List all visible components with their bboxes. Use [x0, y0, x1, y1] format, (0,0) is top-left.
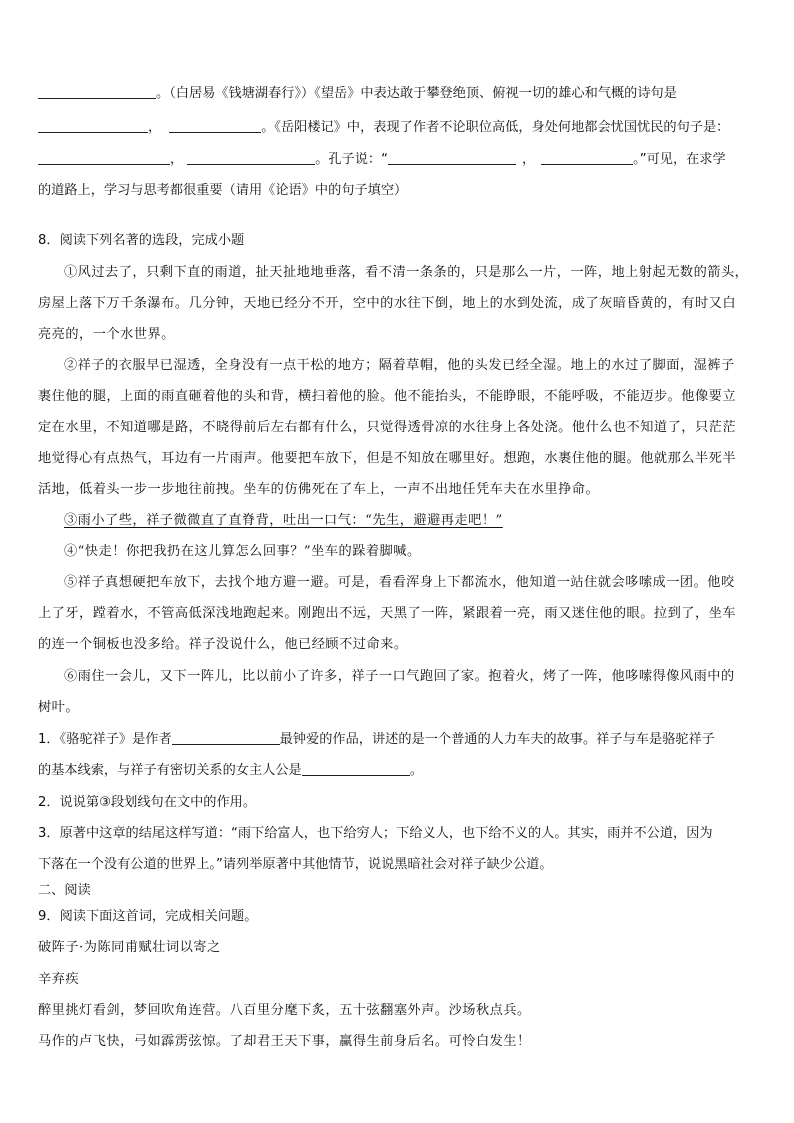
fill-text: 。（白居易《钱塘湖春行》）《望岳》中表达敢于攀登绝顶、俯视一切的雄心和气概的诗句是 [156, 86, 677, 101]
passage-line: 的连一个铜板也没多给。祥子没说什么，他已经顾不过命来。 [38, 637, 408, 652]
subquestion-2: 2．说说第③段划线句在文中的作用。 [38, 795, 257, 810]
section-heading: 二、阅读 [38, 883, 91, 898]
poem-line: 马作的卢飞快，弓如霹雳弦惊。了却君王天下事，赢得生前身后名。可怜白发生！ [38, 1034, 531, 1049]
passage-line: ⑥雨住一会儿，又下一阵儿，比以前小了许多，祥子一口气跑回了家。抱着火，烤了一阵，他哆嗦得像风雨中的 [64, 669, 735, 684]
passage-line: 房屋上落下万千条瀑布。几分钟，天地已经分不开，空中的水往下倒，地上的水到处流，成了灰暗昏黄的，有时又白 [38, 296, 737, 311]
passage-line: ⑤祥子真想硬把车放下，去找个地方避一避。可是，看看浑身上下都流水，他知道一站住就会哆嗦成一团。他咬 [64, 575, 735, 590]
underlined-sentence: ③雨小了些，祥子微微直了直脊背，吐出一口气：“先生，避避再走吧！” [64, 513, 503, 528]
passage-line: 亮亮的，一个水世界。 [38, 327, 175, 342]
passage-line: 裹住他的腿，上面的雨直砸着他的头和背，横扫着他的脸。他不能抬头，不能睁眼，不能呼吸，不能迈步。他像要立 [38, 389, 737, 404]
fill-line-3: ， 。孔子说：“ ， 。”可见，在求学 [38, 148, 726, 167]
q8-title: 8．阅读下列名著的选段，完成小题 [38, 233, 245, 248]
subquestion-3-cont: 下落在一个没有公道的世界上。”请列举原著中其他情节，说说黑暗社会对祥子缺少公道。 [38, 857, 553, 872]
answer-blank[interactable] [38, 163, 170, 165]
q9-title: 9．阅读下面这首词，完成相关问题。 [38, 909, 258, 924]
answer-blank[interactable] [169, 131, 261, 133]
poem-title: 破阵子·为陈同甫赋壮词以寄之 [38, 940, 221, 955]
subquestion-1-cont: 的基本线索，与祥子有密切关系的女主人公是 。 [38, 763, 423, 778]
answer-blank[interactable] [172, 743, 280, 745]
fill-line-4: 的道路上，学习与思考都很重要（请用《论语》中的句子填空） [38, 183, 408, 198]
answer-blank[interactable] [38, 97, 156, 99]
passage-line: ②祥子的衣服早已湿透，全身没有一点干松的地方；隔着草帽，他的头发已经全湿。地上的水过了脚面，湿裤子 [64, 358, 735, 373]
poem-line: 醉里挑灯看剑，梦回吹角连营。八百里分麾下炙，五十弦翻塞外声。沙场秋点兵。 [38, 1003, 531, 1018]
answer-blank[interactable] [388, 163, 516, 165]
answer-blank[interactable] [38, 131, 148, 133]
fill-line-1 [38, 82, 677, 101]
answer-blank[interactable] [187, 163, 315, 165]
answer-blank[interactable] [302, 774, 410, 776]
fill-text: 。”可见，在求学 [633, 152, 726, 167]
passage-line: 地觉得心有点热气，耳边有一片雨声。他要把车放下，但是不知放在哪里好。想跑，水裹住他的腿。他就那么半死半 [38, 451, 737, 466]
passage-line: 活地，低着头一步一步地往前拽。坐车的仿佛死在了车上，一声不出地任凭车夫在水里挣命。 [38, 482, 600, 497]
answer-blank[interactable] [541, 163, 633, 165]
passage-line: ④“快走！你把我扔在这儿算怎么回事？”坐车的跺着脚喊。 [64, 544, 421, 559]
fill-text: 。孔子说：“ [315, 152, 388, 167]
passage-line: 树叶。 [38, 700, 80, 715]
passage-line: 定在水里，不知道哪是路，不晓得前后左右都有什么，只觉得透骨凉的水往身上各处浇。他什么也不知道了，只茫茫 [38, 420, 737, 435]
subquestion-3: 3．原著中这章的结尾这样写道：“雨下给富人，也下给穷人；下给义人，也下给不义的人。其实，雨并不公道，因为 [38, 826, 713, 841]
subquestion-1: 1．《骆驼祥子》是作者 最钟爱的作品，讲述的是一个普通的人力车夫的故事。祥子与车是骆驼祥子 [38, 732, 715, 747]
passage-line: 上了牙，蹚着水，不管高低深浅地跑起来。刚跑出不远，天黑了一阵，紧跟着一亮，雨又迷住他的眼。拉到了，坐车 [38, 606, 737, 621]
fill-text: 。《岳阳楼记》中，表现了作者不论职位高低，身处何地都会忧国忧民的句子是： [261, 120, 730, 135]
poem-author: 辛弃疾 [38, 972, 80, 987]
passage-line: ①风过去了，只剩下直的雨道，扯天扯地地垂落，看不清一条条的，只是那么一片，一阵，地上射起无数的箭头， [64, 265, 749, 280]
fill-line-2: ， 。《岳阳楼记》中，表现了作者不论职位高低，身处何地都会忧国忧民的句子是： [38, 116, 729, 135]
